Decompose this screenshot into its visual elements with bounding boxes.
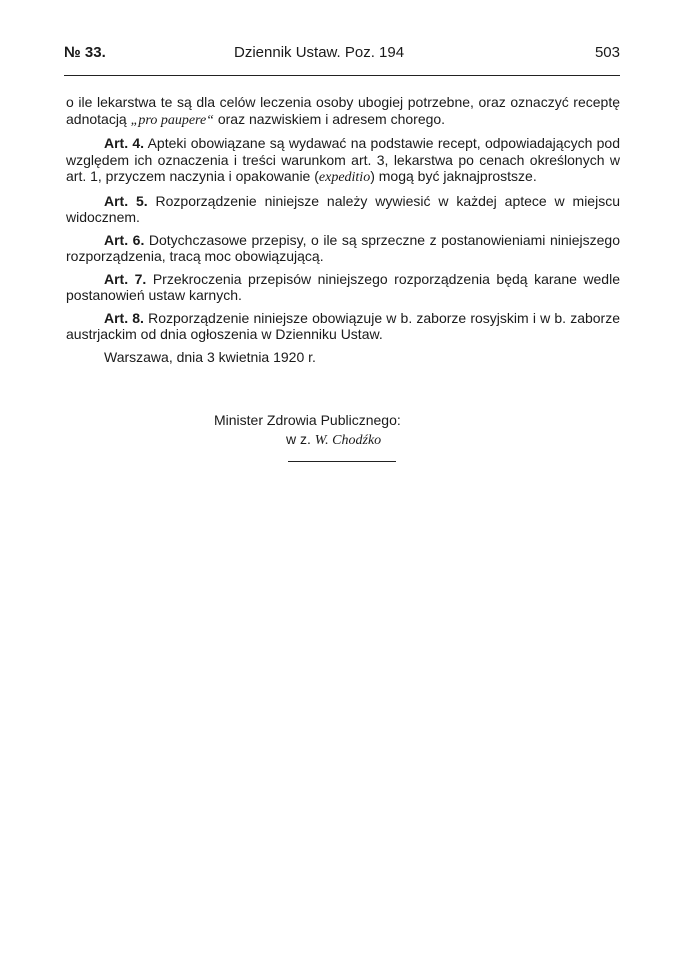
signature-office: Minister Zdrowia Publicznego: <box>214 412 401 428</box>
page-header <box>64 44 620 66</box>
page-number: 503 <box>594 44 620 61</box>
journal-title: Dziennik Ustaw. Poz. 194 <box>234 44 405 61</box>
article-text-before: Apteki obowiązane są wydawać na podstawie recept, odpowiadających pod względem ich oznaczenia i treści warunkom art. 3, lekarstwa po cenach określonych w art. 1, przyczem naczynia i opakowanie ( <box>66 135 620 184</box>
article-label: Art. 7. <box>104 270 147 287</box>
article-8 <box>66 310 620 343</box>
continuation-text-before: o ile lekarstwa te są dla celów leczenia osoby ubogiej potrzebne, oraz oznaczyć receptę adnotacją <box>66 94 620 127</box>
continuation-italic: „pro paupere“ <box>130 112 214 128</box>
article-6 <box>66 232 620 265</box>
continuation-text-after: oraz nazwiskiem i adresem chorego. <box>213 110 446 127</box>
signature-line <box>214 430 401 450</box>
article-label: Art. 5. <box>104 192 148 209</box>
article-label: Art. 6. <box>104 231 145 248</box>
article-4 <box>66 135 620 187</box>
article-7 <box>66 271 620 304</box>
article-label: Art. 4. <box>104 135 145 151</box>
article-text: Przekroczenia przepisów niniejszego rozporządzenia będą karane wedle postanowień ustaw karnych. <box>66 270 620 303</box>
article-text: Rozporządzenie niniejsze należy wywiesić w każdej aptece w miejscu widocznem. <box>66 192 620 225</box>
article-text-after: ) mogą być jaknajprostsze. <box>370 168 537 184</box>
article-label: Art. 8. <box>104 309 144 326</box>
article-5 <box>66 193 620 226</box>
article-italic: expeditio <box>318 170 371 185</box>
signature-name: W. Chodźko <box>314 433 382 448</box>
header-rule <box>64 75 620 76</box>
signature-block <box>214 411 401 450</box>
closing-rule <box>288 461 396 462</box>
issue-number: № 33. <box>64 44 106 61</box>
document-body <box>66 94 620 365</box>
article-text: Rozporządzenie niniejsze obowiązuje w b. zaborze rosyjskim i w b. zaborze austrjackim od dnia ogłoszenia w Dzienniku Ustaw. <box>66 309 620 342</box>
place-and-date: Warszawa, dnia 3 kwietnia 1920 r. <box>104 348 316 365</box>
signature-prefix: w z. <box>286 431 315 447</box>
continuation-paragraph <box>66 94 620 129</box>
article-text: Dotychczasowe przepisy, o ile są sprzeczne z postanowieniami niniejszego rozporządzenia, tracą moc obowiązującą. <box>66 231 620 264</box>
